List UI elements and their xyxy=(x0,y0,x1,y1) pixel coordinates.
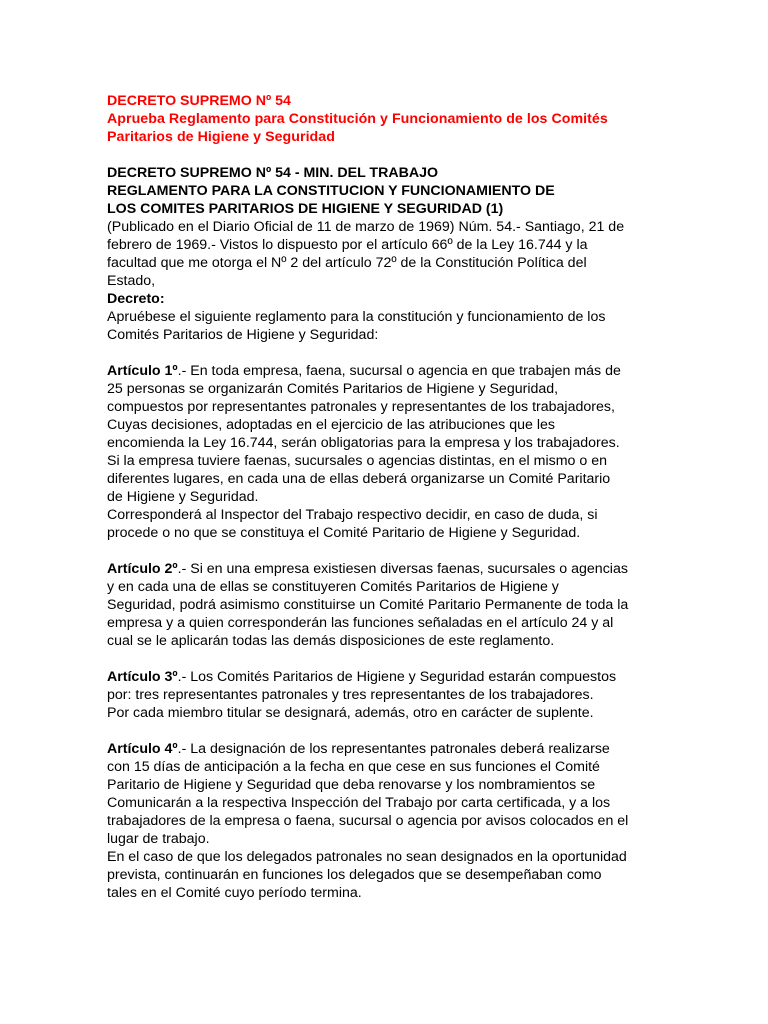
article-line: con 15 días de anticipación a la fecha en que cese en sus funciones el Comité xyxy=(107,759,600,775)
article-line: trabajadores de la empresa o faena, sucursal o agencia por avisos colocados en el xyxy=(107,813,629,829)
article-first-line xyxy=(107,362,687,380)
article-4 xyxy=(107,740,687,902)
document-content xyxy=(107,92,687,902)
article-line: prevista, continuarán en funciones los delegados que se desempeñaban como xyxy=(107,867,602,883)
article-label: Artículo 3º xyxy=(107,669,178,685)
article-line: Por cada miembro titular se designará, además, otro en carácter de suplente. xyxy=(107,705,594,721)
article-line: procede o no que se constituya el Comité Paritario de Higiene y Seguridad. xyxy=(107,525,581,541)
article-label: Artículo 4º xyxy=(107,741,178,757)
decree-heading-line-2: REGLAMENTO PARA LA CONSTITUCION Y FUNCIONAMIENTO DE xyxy=(107,183,555,199)
article-line: Si la empresa tuviere faenas, sucursales o agencias distintas, en el mismo o en xyxy=(107,453,607,469)
article-line: y en cada una de ellas se constituyeren Comités Paritarios de Higiene y xyxy=(107,579,559,595)
intro-line: facultad que me otorga el Nº 2 del artículo 72º de la Constitución Política del xyxy=(107,255,587,271)
decree-intro xyxy=(107,218,687,290)
decree-heading-line-3: LOS COMITES PARITARIOS DE HIGIENE Y SEGURIDAD (1) xyxy=(107,201,504,217)
article-line: de Higiene y Seguridad. xyxy=(107,489,259,505)
intro-line: Estado, xyxy=(107,273,156,289)
article-line: En el caso de que los delegados patronales no sean designados en la oportunidad xyxy=(107,849,627,865)
article-text: .- Si en una empresa existiesen diversas faenas, sucursales o agencias xyxy=(177,561,628,577)
article-first-line xyxy=(107,668,687,686)
article-first-line xyxy=(107,740,687,758)
approval-text xyxy=(107,308,687,344)
approval-line: Comités Paritarios de Higiene y Seguridad: xyxy=(107,327,379,343)
article-line: por: tres representantes patronales y tres representantes de los trabajadores. xyxy=(107,687,594,703)
article-line: encomienda la Ley 16.744, serán obligatorias para la empresa y los trabajadores. xyxy=(107,435,620,451)
article-3 xyxy=(107,668,687,722)
article-line: compuestos por representantes patronales y representantes de los trabajadores, xyxy=(107,399,615,415)
spacer xyxy=(107,344,687,362)
intro-line: febrero de 1969.- Vistos lo dispuesto por el artículo 66º de la Ley 16.744 y la xyxy=(107,237,588,253)
article-line: Comunicarán a la respectiva Inspección del Trabajo por carta certificada, y a los xyxy=(107,795,611,811)
article-1 xyxy=(107,362,687,542)
spacer xyxy=(107,722,687,740)
article-text: .- Los Comités Paritarios de Higiene y Seguridad estarán compuestos xyxy=(177,669,617,685)
document-title: DECRETO SUPREMO Nº 54 xyxy=(107,93,291,109)
article-line: cual se le aplicarán todas las demás disposiciones de este reglamento. xyxy=(107,633,555,649)
article-line: Seguridad, podrá asimismo constituirse un Comité Paritario Permanente de toda la xyxy=(107,597,629,613)
article-first-line xyxy=(107,560,687,578)
article-line: diferentes lugares, en cada una de ellas deberá organizarse un Comité Paritario xyxy=(107,471,611,487)
intro-line: (Publicado en el Diario Oficial de 11 de marzo de 1969) Núm. 54.- Santiago, 21 de xyxy=(107,219,625,235)
article-line: Corresponderá al Inspector del Trabajo respectivo decidir, en caso de duda, si xyxy=(107,507,598,523)
article-line: lugar de trabajo. xyxy=(107,831,210,847)
article-label: Artículo 1º xyxy=(107,363,178,379)
decree-heading-line-1: DECRETO SUPREMO Nº 54 - MIN. DEL TRABAJO xyxy=(107,165,439,181)
decreto-label: Decreto: xyxy=(107,291,165,307)
article-line: empresa y a quien corresponderán las funciones señaladas en el artículo 24 y al xyxy=(107,615,614,631)
article-line: Paritario de Higiene y Seguridad que deba renovarse y los nombramientos se xyxy=(107,777,596,793)
document-subtitle-line-1: Aprueba Reglamento para Constitución y Funcionamiento de los Comités xyxy=(107,111,608,127)
article-line: Cuyas decisiones, adoptadas en el ejercicio de las atribuciones que les xyxy=(107,417,555,433)
spacer xyxy=(107,146,687,164)
article-label: Artículo 2º xyxy=(107,561,178,577)
spacer xyxy=(107,542,687,560)
spacer xyxy=(107,650,687,668)
article-line: 25 personas se organizarán Comités Paritarios de Higiene y Seguridad, xyxy=(107,381,559,397)
article-text: .- La designación de los representantes patronales deberá realizarse xyxy=(177,741,610,757)
article-2 xyxy=(107,560,687,650)
article-text: .- En toda empresa, faena, sucursal o agencia en que trabajen más de xyxy=(177,363,621,379)
article-line: tales en el Comité cuyo período termina. xyxy=(107,885,362,901)
document-subtitle-line-2: Paritarios de Higiene y Seguridad xyxy=(107,129,335,145)
approval-line: Apruébese el siguiente reglamento para la constitución y funcionamiento de los xyxy=(107,309,606,325)
